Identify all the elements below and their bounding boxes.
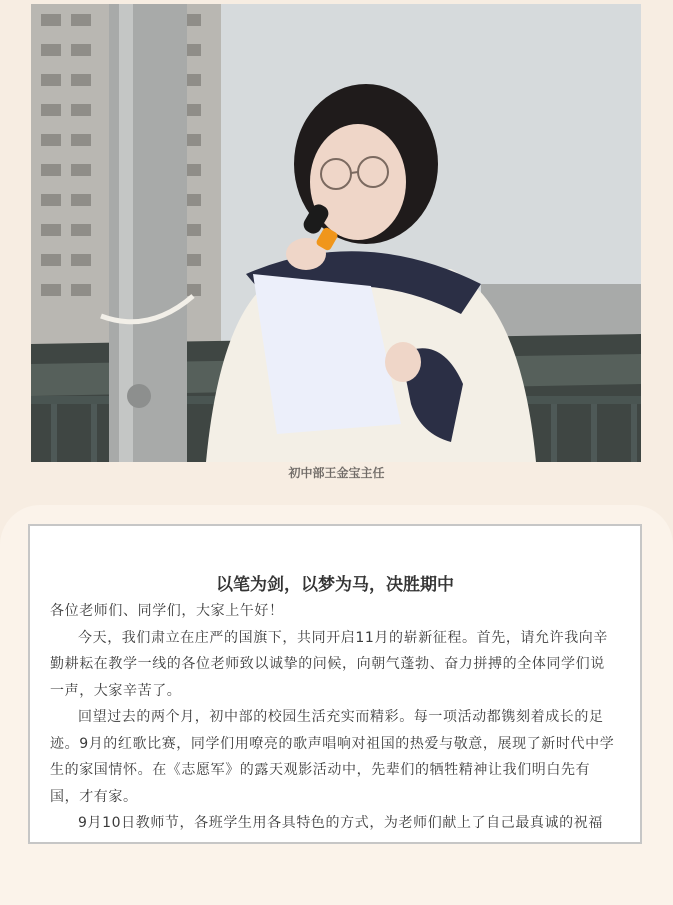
speaker-photo (31, 4, 641, 462)
article-paragraph: 9月10日教师节，各班学生用各具特色的方式，为老师们献上了自己最真诚的祝福 (78, 815, 603, 831)
article-paragraph: 回望过去的两个月，初中部的校园生活充实而精彩。每一项活动都镌刻着成长的足迹。9月的红歌比赛，同学们用嘹亮的歌声唱响对祖国的热爱与敬意，展现了新时代中学生的家国情怀。在《志愿军》的露天观影活动中，先辈们的牺牲精神让我们明白先有国，才有家。 (50, 709, 615, 805)
article-title: 以笔为剑，以梦为马，决胜期中 (216, 575, 454, 595)
article-paragraph: 今天，我们肃立在庄严的国旗下，共同开启11月的崭新征程。首先，请允许我向辛勤耕耘在教学一线的各位老师致以诚挚的问候，向朝气蓬勃、奋力拼搏的全体同学们说一声，大家辛苦了。 (50, 629, 609, 699)
article-body (50, 598, 618, 837)
article-paragraph: 各位老师们、同学们，大家上午好！ (50, 603, 284, 619)
photo-caption: 初中部王金宝主任 (288, 466, 385, 480)
article-card (28, 524, 642, 844)
